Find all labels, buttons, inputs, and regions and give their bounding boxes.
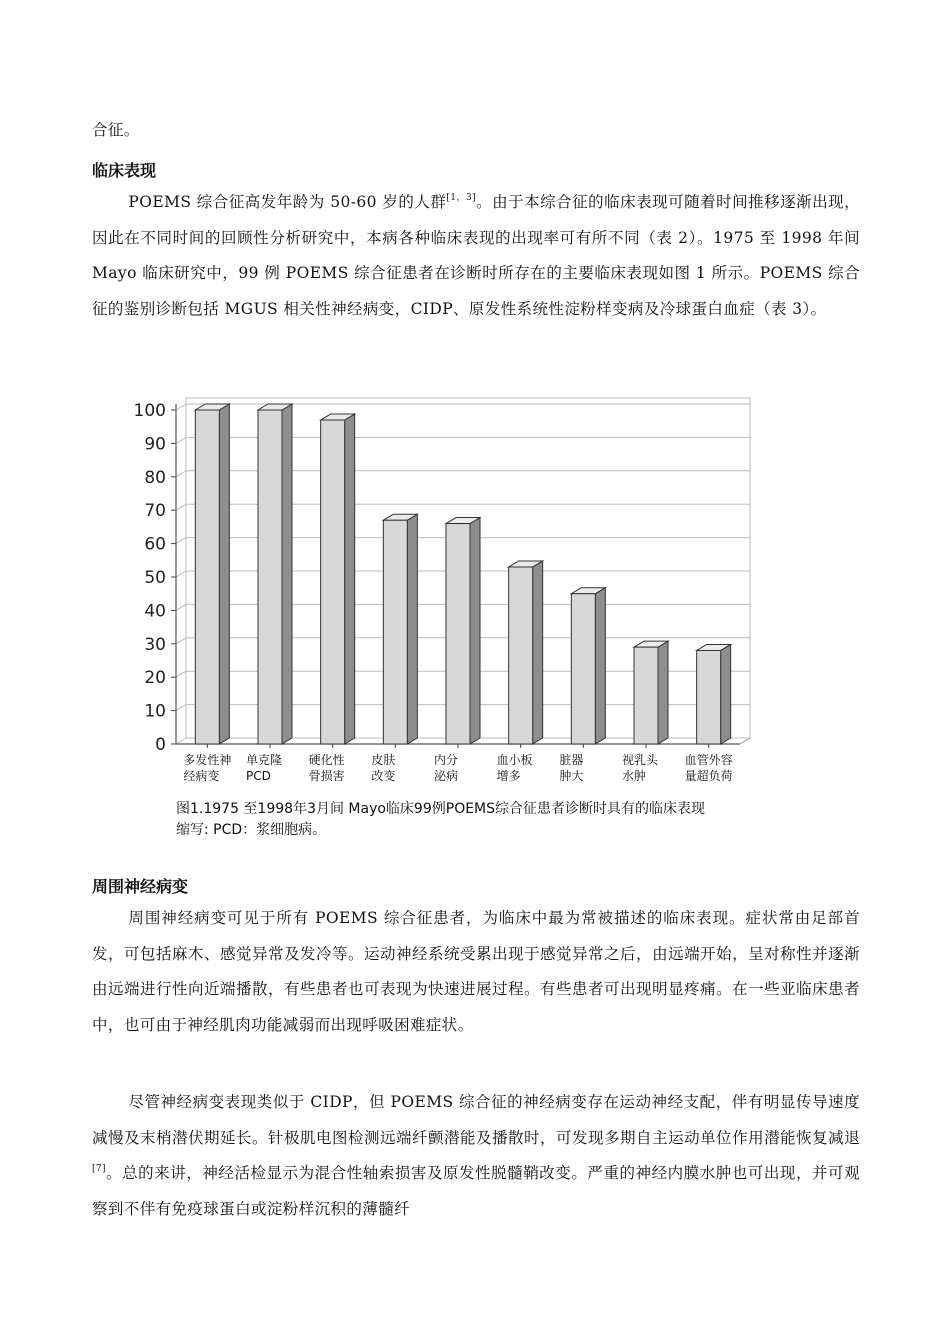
- neuropathy-text-1: 尽管神经病变表现类似于 CIDP，但 POEMS 综合征的神经病变存在运动神经支配，伴有明显传导速度减慢及末梢潜伏期延长。针极肌电图检测远端纤颤潜能及播散时，可发现多期自主运动单位作用潜能恢复减退: [92, 1093, 860, 1147]
- y-tick-label: 40: [144, 601, 166, 622]
- bar-side: [533, 561, 543, 744]
- x-category-label: 内分: [434, 753, 459, 767]
- clinical-text-2: 。由于本综合征的临床表现可随着时间推移逐渐出现，因此在不同时间的回顾性分析研究中，本病各种临床表现的出现率可有所不同（表 2）。1975 至 1998 年间 Mayo 临床研究中，99 例 POEMS 综合征患者在诊断时所存在的主要临床表现如图 1 所示。POEMS 综合征的鉴别诊断包括 MGUS 相关性神经病变，CIDP、原发性系统性淀粉样变病及冷球蛋白血症（表 3）。: [92, 193, 861, 318]
- y-tick-label: 90: [144, 434, 166, 455]
- x-category-label: 血管外容: [684, 753, 733, 767]
- x-category-label: 增多: [496, 769, 521, 783]
- bar: [697, 650, 721, 744]
- gridline-depth: [176, 404, 186, 410]
- x-category-label: 量超负荷: [684, 769, 733, 783]
- bar: [446, 524, 470, 744]
- bar: [321, 420, 345, 744]
- y-tick-label: 80: [144, 467, 166, 488]
- x-category-label: 骨损害: [308, 769, 345, 783]
- x-category-label: 多发性神: [183, 753, 232, 767]
- bar-side: [282, 404, 292, 744]
- gridline-depth: [176, 604, 186, 610]
- figure-caption-title: 图1.1975 至1998年3月间 Mayo临床99例POEMS综合征患者诊断时具有的临床表现: [176, 801, 706, 817]
- neuropathy-paragraph-2: [92, 1085, 860, 1227]
- x-category-label: 肿大: [559, 769, 584, 783]
- gridline-depth: [176, 671, 186, 677]
- y-tick-label: 0: [155, 735, 166, 755]
- y-tick-label: 100: [133, 401, 166, 421]
- x-category-label: 泌病: [434, 769, 459, 783]
- x-category-label: 水肿: [622, 769, 647, 783]
- x-category-label: PCD: [246, 769, 271, 783]
- citation-ref: [7]: [92, 1164, 106, 1175]
- bar: [258, 410, 282, 744]
- bar: [195, 410, 219, 744]
- gridline-depth: [176, 437, 186, 443]
- x-category-label: 改变: [371, 769, 396, 783]
- bar: [634, 647, 658, 744]
- y-tick-label: 60: [144, 534, 166, 555]
- neuropathy-paragraph-1: 周围神经病变可见于所有 POEMS 综合征患者，为临床中最为常被描述的临床表现。症状常由足部首发，可包括麻木、感觉异常及发冷等。运动神经系统受累出现于感觉异常之后，由远端开始，呈对称性并逐渐由远端进行性向近端播散，有些患者也可表现为快速进展过程。有些患者可出现明显疼痛。在一些亚临床患者中，也可由于神经肌肉功能减弱而出现呼吸困难症状。: [92, 909, 860, 1034]
- bar-chart: [118, 388, 818, 788]
- y-tick-label: 20: [144, 668, 166, 689]
- gridline-depth: [176, 638, 186, 644]
- x-category-label: 脏器: [559, 753, 584, 767]
- y-tick-label: 50: [144, 568, 166, 588]
- y-tick-label: 70: [144, 501, 166, 522]
- x-category-label: 血小板: [496, 753, 533, 767]
- x-category-label: 视乳头: [622, 753, 659, 767]
- y-tick-label: 10: [144, 701, 166, 722]
- section-heading-clinical: 临床表现: [92, 161, 157, 180]
- top-fragment-text: 合征。: [92, 121, 140, 139]
- section-heading-neuropathy: 周围神经病变: [92, 877, 189, 896]
- x-category-label: 单克隆: [246, 753, 283, 767]
- bar: [383, 520, 407, 744]
- clinical-text-1: POEMS 综合征高发年龄为 50-60 岁的人群: [128, 193, 447, 211]
- bar-side: [721, 644, 731, 744]
- bar: [571, 594, 595, 744]
- y-tick-label: 30: [144, 634, 166, 655]
- gridline-depth: [176, 571, 186, 577]
- x-category-label: 皮肤: [371, 753, 396, 767]
- citation-ref: [1，3]: [446, 193, 477, 203]
- bar: [509, 567, 533, 744]
- bar-side: [470, 518, 480, 744]
- gridline-depth: [176, 504, 186, 510]
- figure-caption-abbrev: 缩写: PCD：浆细胞病。: [176, 822, 327, 838]
- gridline-depth: [176, 738, 186, 744]
- clinical-paragraph: [92, 185, 860, 327]
- bar-side: [345, 414, 355, 744]
- x-category-label: 经病变: [183, 769, 220, 783]
- neuropathy-text-2: 。总的来讲，神经活检显示为混合性轴索损害及原发性脱髓鞘改变。严重的神经内膜水肿也可出现，并可观察到不伴有免疫球蛋白或淀粉样沉积的薄髓纤: [92, 1164, 860, 1218]
- bar-side: [658, 641, 668, 744]
- bar-side: [407, 514, 417, 744]
- gridline-depth: [176, 538, 186, 544]
- x-axis-depth: [740, 738, 750, 744]
- gridline-depth: [176, 471, 186, 477]
- bar-side: [219, 404, 229, 744]
- bar-side: [595, 588, 605, 744]
- gridline-depth: [176, 705, 186, 711]
- x-category-label: 硬化性: [308, 753, 345, 767]
